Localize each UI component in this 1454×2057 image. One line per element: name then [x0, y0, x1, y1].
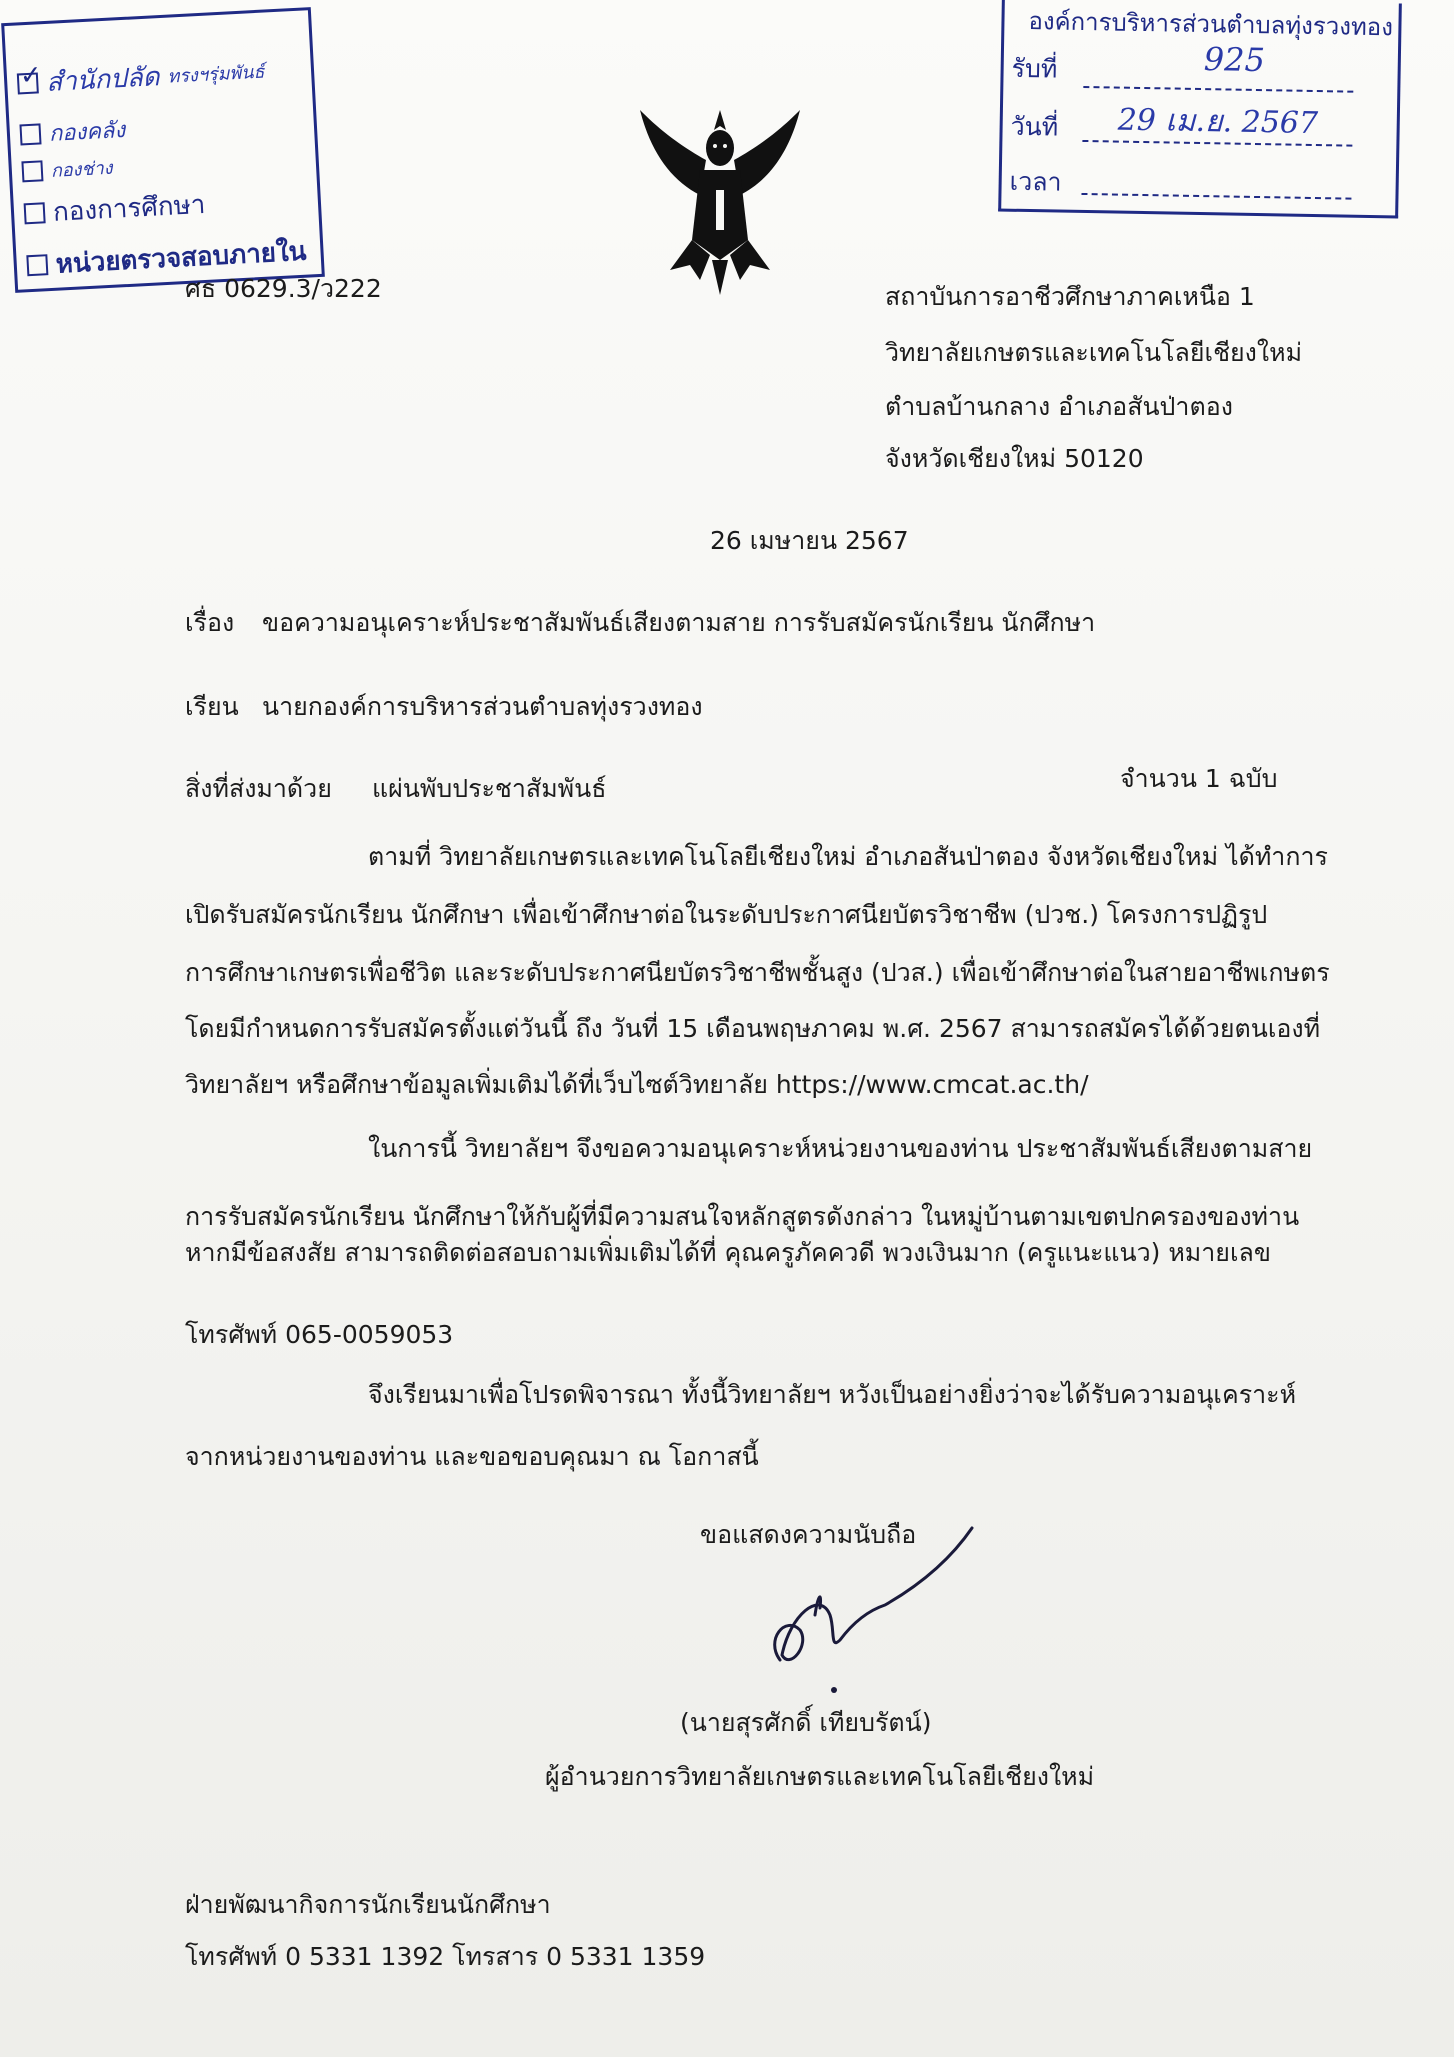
checkbox-icon	[19, 123, 41, 145]
routing-item-label: กองคลัง	[48, 117, 126, 147]
check-mark-icon: ✓	[19, 60, 43, 92]
date-label: วันที่	[1010, 111, 1059, 142]
receipt-stamp	[998, 0, 1402, 218]
body-line: หากมีข้อสงสัย สามารถติดต่อสอบถามเพิ่มเติมได้ที่ คุณครูภัคควดี พวงเงินมาก (ครูแนะแนว) หมายเลข	[185, 1238, 1271, 1267]
document-number: ศธ 0629.3/ว222	[185, 274, 382, 303]
divider	[1083, 86, 1353, 93]
signer-name: (นายสุรศักดิ์ เทียบรัตน์)	[680, 1708, 932, 1737]
routing-item-note: ทรงฯรุ่มพันธ์	[166, 61, 266, 88]
body-line: การศึกษาเกษตรเพื่อชีวิต และระดับประกาศนียบัตรวิชาชีพชั้นสูง (ปวส.) เพื่อเข้าศึกษาต่อในสายอาชีพเกษตร	[185, 958, 1330, 987]
checkbox-icon	[17, 60, 43, 94]
subject-label: เรื่อง	[185, 608, 235, 637]
checkbox-icon	[24, 202, 46, 224]
body-line: เปิดรับสมัครนักเรียน นักศึกษา เพื่อเข้าศึกษาต่อในระดับประกาศนียบัตรวิชาชีพ (ปวช.) โครงการปฏิรูป	[185, 900, 1268, 929]
routing-item	[21, 153, 113, 187]
signer-title: ผู้อำนวยการวิทยาลัยเกษตรและเทคโนโลยีเชียงใหม่	[545, 1762, 1095, 1791]
received-label: รับที่	[1011, 53, 1058, 84]
receipt-stamp-org: องค์การบริหารส่วนตำบลทุ่งรวงทอง	[1028, 6, 1394, 42]
routing-item	[23, 184, 206, 234]
department: ฝ่ายพัฒนากิจการนักเรียนนักศึกษา	[185, 1890, 551, 1919]
body-line: จึงเรียนมาเพื่อโปรดพิจารณา ทั้งนี้วิทยาลัยฯ หวังเป็นอย่างยิ่งว่าจะได้รับความอนุเคราะห์	[368, 1380, 1297, 1409]
received-date: 29 เม.ย. 2567	[1117, 102, 1319, 142]
contact-phone: โทรศัพท์ 0 5331 1392 โทรสาร 0 5331 1359	[185, 1942, 706, 1971]
routing-item-label: กองช่าง	[50, 157, 114, 182]
body-line: การรับสมัครนักเรียน นักศึกษาให้กับผู้ที่มีความสนใจหลักสูตรดังกล่าว ในหมู่บ้านตามเขตปกครองของท่าน	[185, 1202, 1300, 1231]
time-label: เวลา	[1009, 166, 1062, 197]
sender-line: ตำบลบ้านกลาง อำเภอสันป่าตอง	[885, 392, 1233, 421]
body-line: โทรศัพท์ 065-0059053	[185, 1320, 454, 1349]
checkbox-icon	[21, 160, 43, 182]
received-number: 925	[1203, 40, 1266, 80]
sender-line: สถาบันการอาชีวศึกษาภาคเหนือ 1	[885, 282, 1255, 311]
letter-date: 26 เมษายน 2567	[710, 526, 909, 555]
enclosure-quantity: จำนวน 1 ฉบับ	[1120, 764, 1278, 793]
body-line: จากหน่วยงานของท่าน และขอขอบคุณมา ณ โอกาสนี้	[185, 1442, 759, 1471]
enclosure-label: สิ่งที่ส่งมาด้วย	[185, 774, 332, 803]
recipient-label: เรียน	[185, 692, 239, 721]
body-line: โดยมีกำหนดการรับสมัครตั้งแต่วันนี้ ถึง วันที่ 15 เดือนพฤษภาคม พ.ศ. 2567 สามารถสมัครได้ด้วยตนเองที่	[185, 1014, 1321, 1043]
body-line: ตามที่ วิทยาลัยเกษตรและเทคโนโลยีเชียงใหม่ อำเภอสันป่าตอง จังหวัดเชียงใหม่ ได้ทำการ	[368, 842, 1328, 871]
enclosure-text: แผ่นพับประชาสัมพันธ์	[372, 774, 607, 803]
subject-text: ขอความอนุเคราะห์ประชาสัมพันธ์เสียงตามสาย การรับสมัครนักเรียน นักศึกษา	[262, 608, 1096, 637]
checkbox-icon	[26, 254, 48, 276]
divider	[1081, 193, 1351, 200]
closing: ขอแสดงความนับถือ	[700, 1520, 917, 1549]
routing-item-label: สำนักปลัด	[45, 62, 161, 98]
routing-item-label: กองการศึกษา	[52, 189, 207, 228]
body-line: วิทยาลัยฯ หรือศึกษาข้อมูลเพิ่มเติมได้ที่เว็บไซต์วิทยาลัย https://www.cmcat.ac.th/	[185, 1070, 1089, 1099]
routing-item	[16, 51, 265, 105]
sender-line: จังหวัดเชียงใหม่ 50120	[885, 444, 1144, 473]
routing-item	[19, 112, 126, 152]
routing-item-label: หน่วยตรวจสอบภายใน	[55, 236, 308, 280]
signature-icon	[760, 1520, 980, 1700]
routing-stamp	[1, 7, 325, 293]
recipient-text: นายกองค์การบริหารส่วนตำบลทุ่งรวงทอง	[262, 692, 703, 721]
sender-line: วิทยาลัยเกษตรและเทคโนโลยีเชียงใหม่	[885, 338, 1303, 367]
body-line: ในการนี้ วิทยาลัยฯ จึงขอความอนุเคราะห์หน่วยงานของท่าน ประชาสัมพันธ์เสียงตามสาย	[368, 1134, 1313, 1163]
garuda-emblem-icon	[630, 100, 810, 300]
